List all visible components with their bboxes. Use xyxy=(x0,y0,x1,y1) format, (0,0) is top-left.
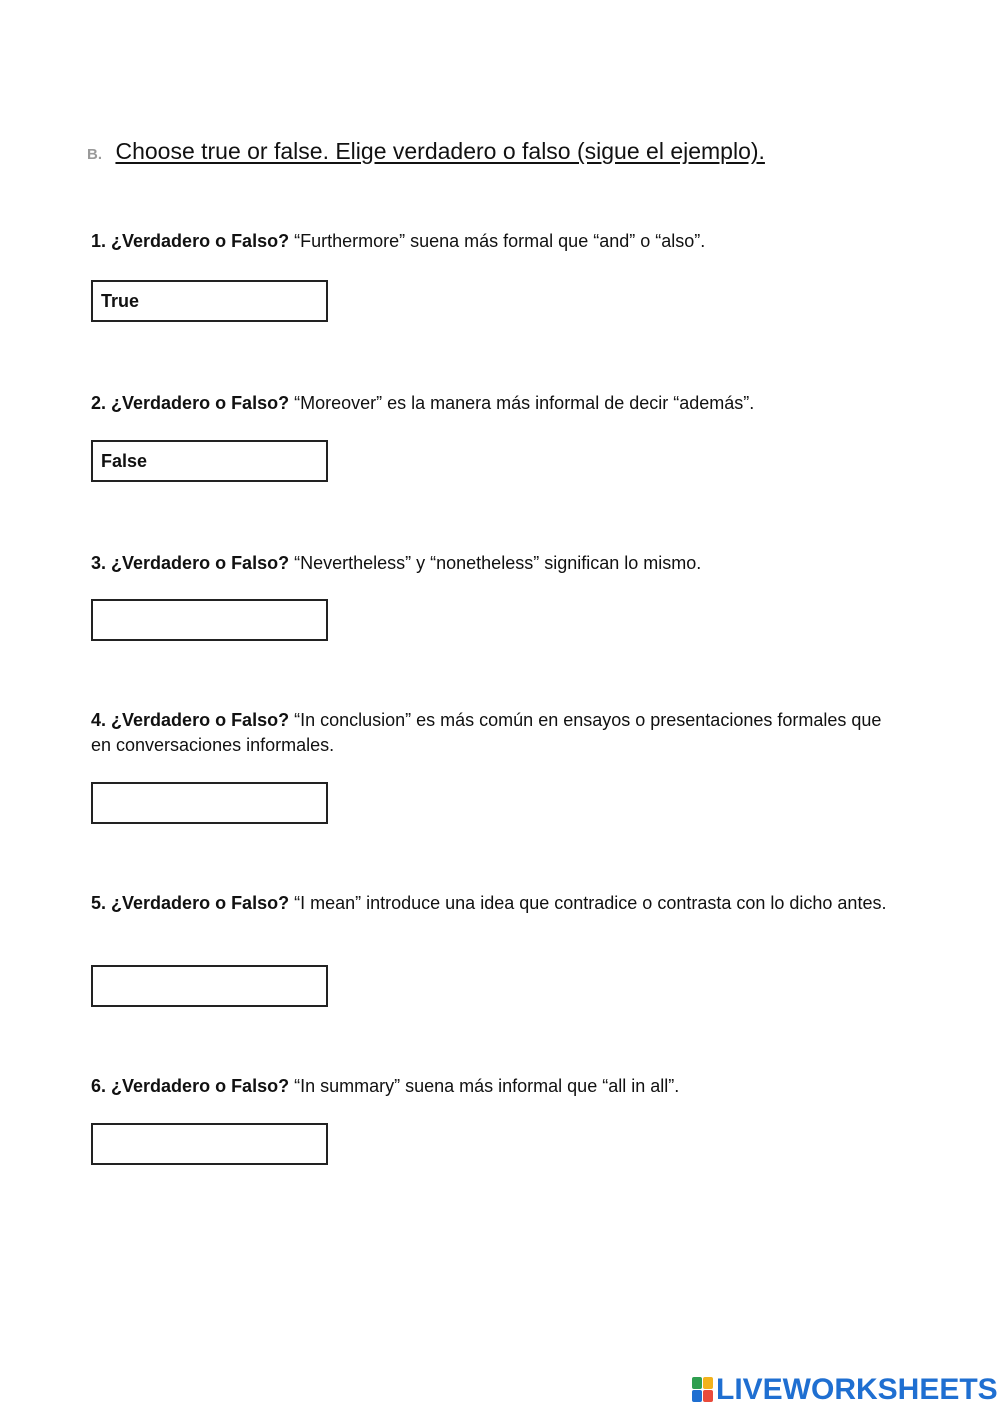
question-text: “In summary” suena más informal que “all in all”. xyxy=(294,1076,680,1096)
question-4 xyxy=(91,708,891,758)
question-number: 6. xyxy=(91,1076,107,1096)
question-3 xyxy=(91,551,891,576)
question-text: “In conclusion” es más común en ensayos o presentaciones formales que en conversaciones informales. xyxy=(91,710,882,755)
question-5 xyxy=(91,891,891,916)
question-label: ¿Verdadero o Falso? xyxy=(111,231,290,251)
question-label: ¿Verdadero o Falso? xyxy=(111,393,290,413)
question-number: 3. xyxy=(91,553,107,573)
answer-box-2[interactable] xyxy=(91,440,328,482)
section-letter: B. xyxy=(87,146,102,163)
question-number: 1. xyxy=(91,231,107,251)
answer-text: True xyxy=(101,291,140,311)
question-text: “Moreover” es la manera más informal de decir “además”. xyxy=(294,393,755,413)
liveworksheets-logo[interactable] xyxy=(692,1373,998,1407)
question-label: ¿Verdadero o Falso? xyxy=(111,893,290,913)
question-label: ¿Verdadero o Falso? xyxy=(111,553,290,573)
question-6 xyxy=(91,1074,891,1099)
instructions-text: Choose true or false. Elige verdadero o falso (sigue el ejemplo). xyxy=(115,138,765,164)
logo-text: LIVEWORKSHEETS xyxy=(716,1373,998,1406)
liveworksheets-logo-icon xyxy=(692,1377,714,1403)
question-number: 5. xyxy=(91,893,107,913)
question-2 xyxy=(91,391,891,416)
question-label: ¿Verdadero o Falso? xyxy=(111,1076,290,1096)
answer-box-1[interactable] xyxy=(91,280,328,322)
answer-text: False xyxy=(101,451,148,471)
question-label: ¿Verdadero o Falso? xyxy=(111,710,290,730)
answer-box-4[interactable] xyxy=(91,782,328,824)
question-text: “Nevertheless” y “nonetheless” significan lo mismo. xyxy=(294,553,702,573)
instructions xyxy=(87,138,765,165)
answer-box-3[interactable] xyxy=(91,599,328,641)
question-text: “I mean” introduce una idea que contradice o contrasta con lo dicho antes. xyxy=(294,893,887,913)
answer-box-6[interactable] xyxy=(91,1123,328,1165)
question-text: “Furthermore” suena más formal que “and” o “also”. xyxy=(294,231,706,251)
question-number: 2. xyxy=(91,393,107,413)
answer-box-5[interactable] xyxy=(91,965,328,1007)
question-1 xyxy=(91,229,891,254)
question-number: 4. xyxy=(91,710,107,730)
